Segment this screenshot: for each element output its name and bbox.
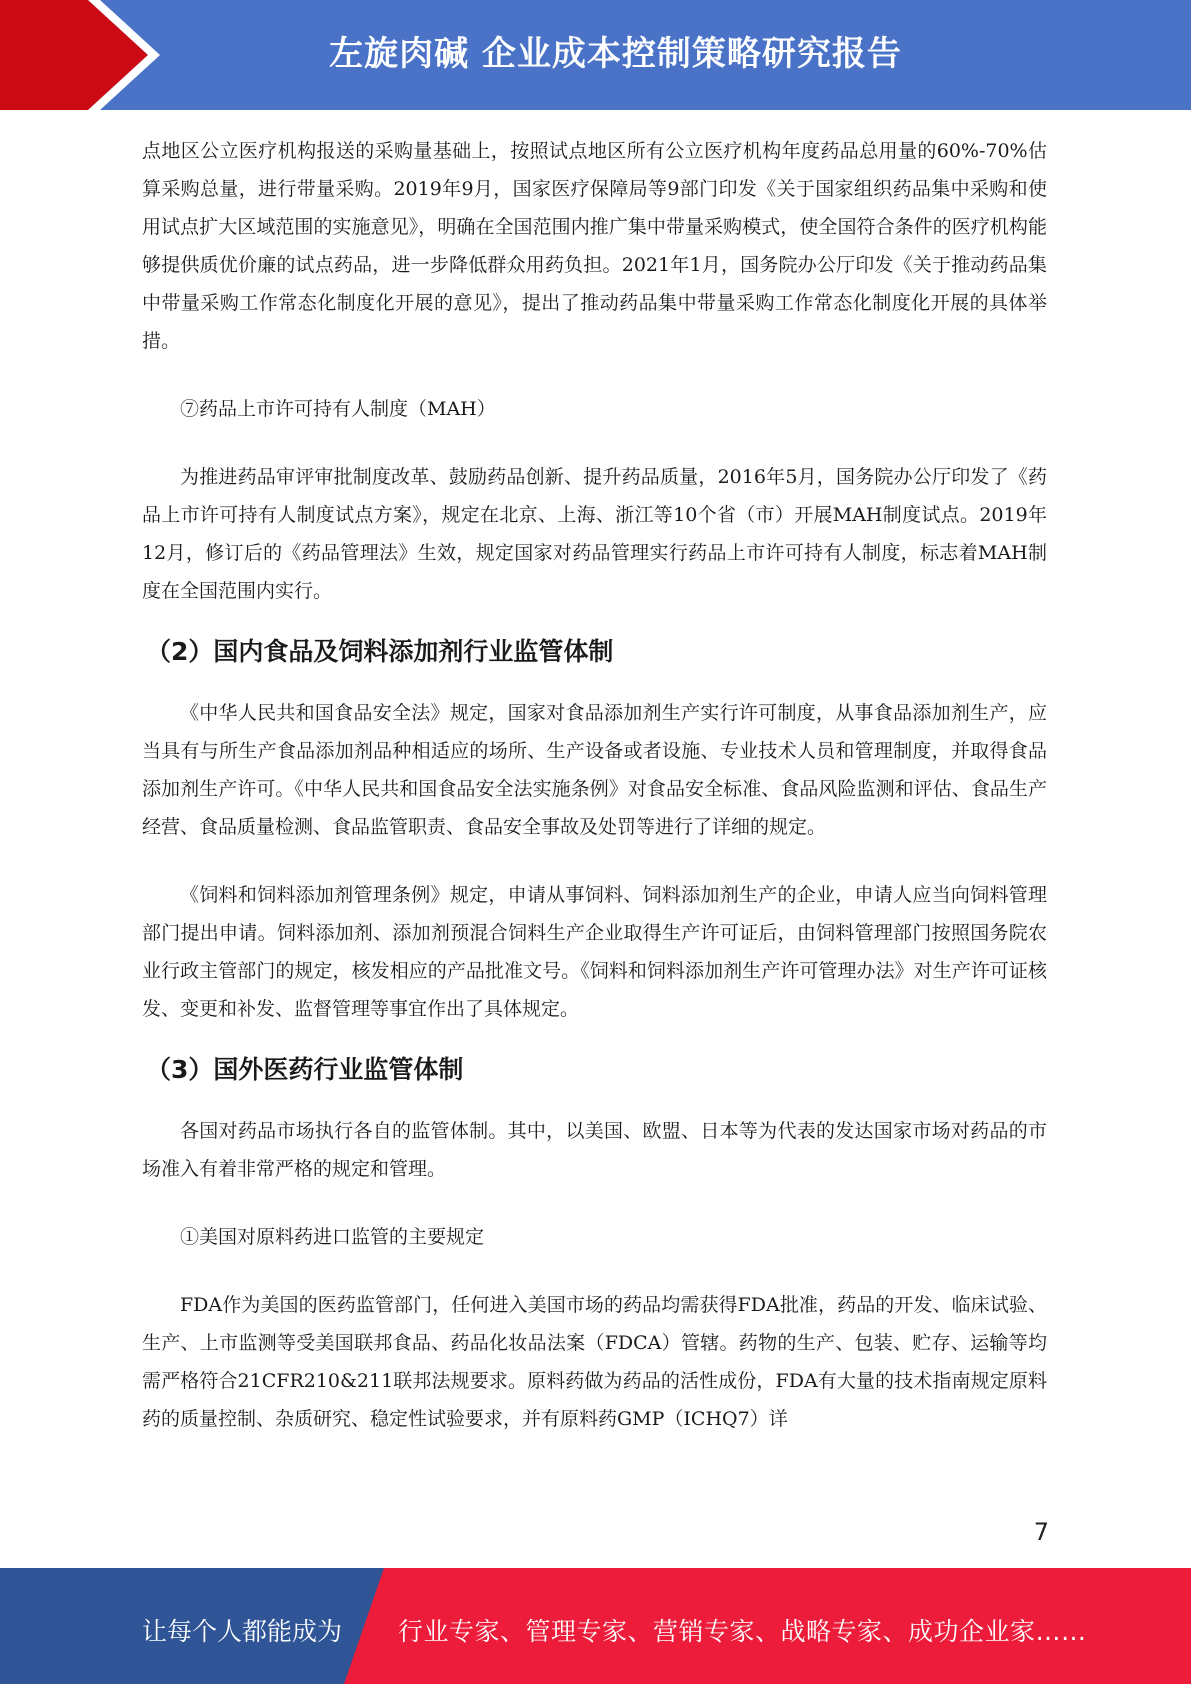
page-header <box>0 0 1191 110</box>
paragraph: FDA作为美国的医药监管部门，任何进入美国市场的药品均需获得FDA批准，药品的开发、临床试验、生产、上市监测等受美国联邦食品、药品化妆品法案（FDCA）管辖。药物的生产、包装、贮存、运输等均需严格符合21CFR210&211联邦法规要求。原料药做为药品的活性成份，FDA有大量的技术指南规定原料药的质量控制、杂质研究、稳定性试验要求，并有原料药GMP（ICHQ7）详 <box>142 1294 1047 1430</box>
page-number: 7 <box>1033 1518 1049 1546</box>
document-body <box>142 132 1047 1438</box>
footer-slogan-right: 行业专家、管理专家、营销专家、战略专家、成功企业家…… <box>398 1617 1087 1646</box>
paragraph: 点地区公立医疗机构报送的采购量基础上，按照试点地区所有公立医疗机构年度药品总用量的60%-70%估算采购总量，进行带量采购。2019年9月，国家医疗保障局等9部门印发《关于国家组织药品集中采购和使用试点扩大区域范围的实施意见》，明确在全国范围内推广集中带量采购模式，使全国符合条件的医疗机构能够提供质优价廉的试点药品，进一步降低群众用药负担。2021年1月，国务院办公厅印发《关于推动药品集中带量采购工作常态化制度化开展的意见》，提出了推动药品集中带量采购工作常态化制度化开展的具体举措。 <box>142 140 1047 352</box>
subheading: ①美国对原料药进口监管的主要规定 <box>180 1226 485 1248</box>
section-heading: （2）国内食品及饲料添加剂行业监管体制 <box>146 637 614 666</box>
paragraph: 《中华人民共和国食品安全法》规定，国家对食品添加剂生产实行许可制度，从事食品添加剂生产，应当具有与所生产食品添加剂品种相适应的场所、生产设备或者设施、专业技术人员和管理制度，并取得食品添加剂生产许可。《中华人民共和国食品安全法实施条例》对食品安全标准、食品风险监测和评估、食品生产经营、食品质量检测、食品监管职责、食品安全事故及处罚等进行了详细的规定。 <box>142 702 1047 838</box>
paragraph: 《饲料和饲料添加剂管理条例》规定，申请从事饲料、饲料添加剂生产的企业，申请人应当向饲料管理部门提出申请。饲料添加剂、添加剂预混合饲料生产企业取得生产许可证后，由饲料管理部门按照国务院农业行政主管部门的规定，核发相应的产品批准文号。《饲料和饲料添加剂生产许可管理办法》对生产许可证核发、变更和补发、监督管理等事宜作出了具体规定。 <box>142 884 1047 1020</box>
header-title: 左旋肉碱 企业成本控制策略研究报告 <box>329 34 902 74</box>
subheading: ⑦药品上市许可持有人制度（MAH） <box>180 398 496 420</box>
footer-slogan-left: 让每个人都能成为 <box>142 1617 343 1646</box>
paragraph: 为推进药品审评审批制度改革、鼓励药品创新、提升药品质量，2016年5月，国务院办公厅印发了《药品上市许可持有人制度试点方案》，规定在北京、上海、浙江等10个省（市）开展MAH制度试点。2019年12月，修订后的《药品管理法》生效，规定国家对药品管理实行药品上市许可持有人制度，标志着MAH制度在全国范围内实行。 <box>142 466 1047 602</box>
paragraph: 各国对药品市场执行各自的监管体制。其中，以美国、欧盟、日本等为代表的发达国家市场对药品的市场准入有着非常严格的规定和管理。 <box>142 1120 1047 1180</box>
section-heading: （3）国外医药行业监管体制 <box>146 1055 464 1084</box>
page-footer <box>0 1568 1191 1684</box>
